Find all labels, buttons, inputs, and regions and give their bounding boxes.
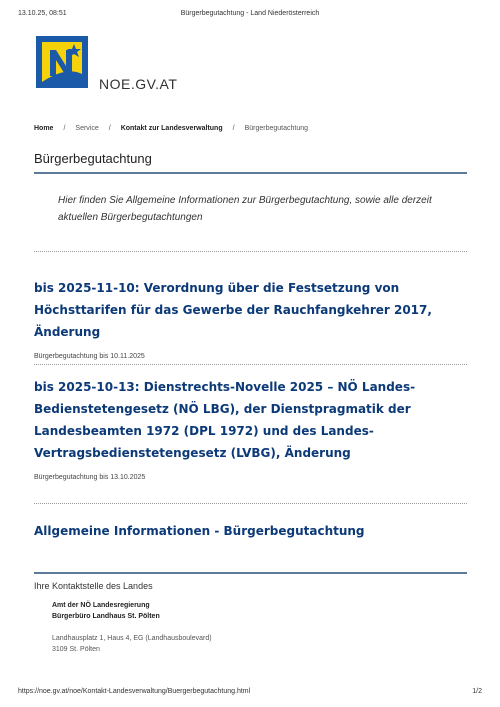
noe-logo-icon[interactable]	[36, 36, 88, 88]
breadcrumb	[34, 125, 308, 132]
list-item	[34, 376, 467, 481]
page-counter: 1/2	[472, 688, 482, 695]
entry-link[interactable]: bis 2025-11-10: Verordnung über die Festsetzung von Höchsttarifen für das Gewerbe der Rauchfangkehrer 2017, Änderung	[34, 281, 432, 339]
entry-deadline: Bürgerbegutachtung bis 13.10.2025	[34, 474, 146, 481]
breadcrumb-separator: /	[108, 125, 111, 132]
contact-address-line: 3109 St. Pölten	[52, 646, 100, 653]
print-title: Bürgerbegutachtung - Land Niederösterreich	[180, 10, 320, 17]
contact-address-line: Landhausplatz 1, Haus 4, EG (Landhausboulevard)	[52, 635, 212, 642]
contact-org-line: Bürgerbüro Landhaus St. Pölten	[52, 613, 160, 620]
breadcrumb-service[interactable]: Service	[75, 125, 99, 132]
breadcrumb-separator: /	[232, 125, 235, 132]
entry-link[interactable]: bis 2025-10-13: Dienstrechts-Novelle 2025 – NÖ Landes-Bedienstetengesetz (NÖ LBG), der Dienstpragmatik der Landesbeamten 1972 (DPL 1972) und des Landes-Vertragsbedienstetengesetz (LVBG), Änderung	[34, 380, 416, 460]
contact-organisation	[52, 600, 160, 622]
general-info-link[interactable]: Allgemeine Informationen - Bürgerbegutachtung	[34, 524, 365, 538]
contact-address	[52, 633, 212, 655]
dotted-divider	[34, 251, 467, 252]
general-info	[34, 520, 467, 542]
print-url: https://noe.gv.at/noe/Kontakt-Landesverwaltung/Buergerbegutachtung.html	[18, 688, 251, 695]
breadcrumb-home[interactable]: Home	[34, 125, 54, 132]
contact-org-line: Amt der NÖ Landesregierung	[52, 602, 150, 609]
breadcrumb-kontakt[interactable]: Kontakt zur Landesverwaltung	[120, 125, 223, 132]
list-item	[34, 277, 467, 360]
title-divider	[34, 172, 467, 174]
dotted-divider	[34, 364, 467, 365]
breadcrumb-separator: /	[63, 125, 66, 132]
intro-text: Hier finden Sie Allgemeine Informationen zur Bürgerbegutachtung, sowie alle derzeit aktuellen Bürgerbegutachtungen	[58, 195, 432, 223]
contact-divider	[34, 572, 467, 574]
site-name[interactable]: NOE.GV.AT	[99, 76, 178, 92]
noe-logo-graphic	[36, 36, 88, 88]
print-date: 13.10.25, 08:51	[18, 10, 67, 17]
entry-deadline: Bürgerbegutachtung bis 10.11.2025	[34, 353, 145, 360]
breadcrumb-current: Bürgerbegutachtung	[244, 125, 308, 132]
contact-heading: Ihre Kontaktstelle des Landes	[34, 581, 153, 591]
page-title: Bürgerbegutachtung	[34, 151, 152, 166]
dotted-divider	[34, 503, 467, 504]
